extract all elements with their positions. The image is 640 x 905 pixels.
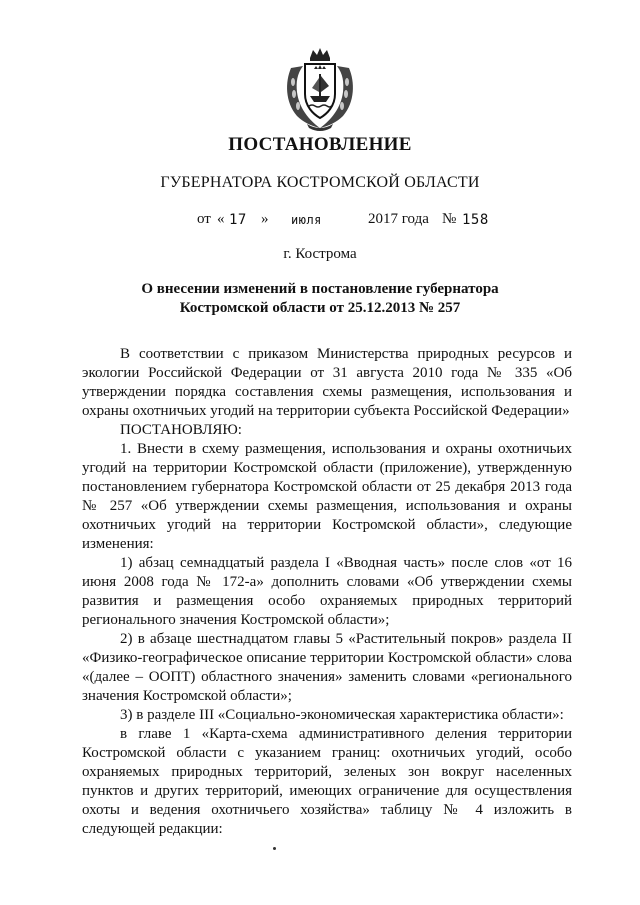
paragraph-subitem-1: 1) абзац семнадцатый раздела I «Вводная часть» после слов «от 16 июня 2008 года № 172-а» дополнить словами «Об утверждении схемы развития и размещения особо охраняемых природных территорий регионального значения Костромской области»;	[82, 555, 572, 628]
document-heading	[0, 280, 640, 318]
date-from-label: от	[197, 211, 211, 227]
issuer-line: ГУБЕРНАТОРА КОСТРОМСКОЙ ОБЛАСТИ	[160, 174, 480, 191]
date-line	[0, 211, 640, 231]
document-title: ПОСТАНОВЛЕНИЕ	[228, 134, 412, 155]
document-number: 158	[462, 212, 489, 228]
coat-of-arms-emblem	[283, 46, 357, 132]
paragraph-decree: ПОСТАНОВЛЯЮ:	[120, 422, 242, 438]
paragraph-item-1: 1. Внести в схему размещения, использования и охраны охотничьих угодий на территории Костромской области (приложение), утвержденную постановлением губернатора Костромской области от 25 декабря 2013 года № 257 «Об утверждении схемы размещения, использования и охраны охотничьих угодий на территории Костромской области», следующие изменения:	[82, 441, 572, 552]
document-body	[82, 345, 572, 839]
heading-line: О внесении изменений в постановление губернатора	[141, 281, 499, 297]
paragraph-chapter-1: в главе 1 «Карта-схема административного деления территории Костромской области с указанием границ: охотничьих угодий, особо охраняемых природных территорий, зеленых зон вокруг населенных пунктов и других территорий, имеющих ограничение для осуществления охоты и ведения охотничьего хозяйства» таблицу № 4 изложить в следующей редакции:	[82, 726, 572, 837]
scan-mark	[273, 847, 276, 850]
date-open-quote: «	[217, 211, 225, 227]
heading-line: Костромской области от 25.12.2013 № 257	[179, 300, 461, 316]
city-line: г. Кострома	[283, 246, 357, 262]
date-month: июля	[291, 213, 322, 227]
date-close-quote: »	[261, 211, 269, 227]
date-year: 2017 года	[368, 211, 429, 227]
paragraph-preamble: В соответствии с приказом Министерства природных ресурсов и экологии Российской Федерации от 31 августа 2010 года № 335 «Об утверждении порядка составления схемы размещения, использования и охраны охотничьих угодий на территории субъекта Российской Федерации»	[82, 346, 572, 419]
paragraph-subitem-2: 2) в абзаце шестнадцатом главы 5 «Растительный покров» раздела II «Физико-географическое описание территории Костромской области» слова «(далее – ООПТ) областного значения» заменить словами «регионального значения Костромской области»;	[82, 631, 572, 704]
number-sign: №	[442, 211, 457, 227]
date-day: 17	[229, 212, 247, 228]
paragraph-subitem-3: 3) в разделе III «Социально-экономическая характеристика области»:	[120, 707, 564, 723]
